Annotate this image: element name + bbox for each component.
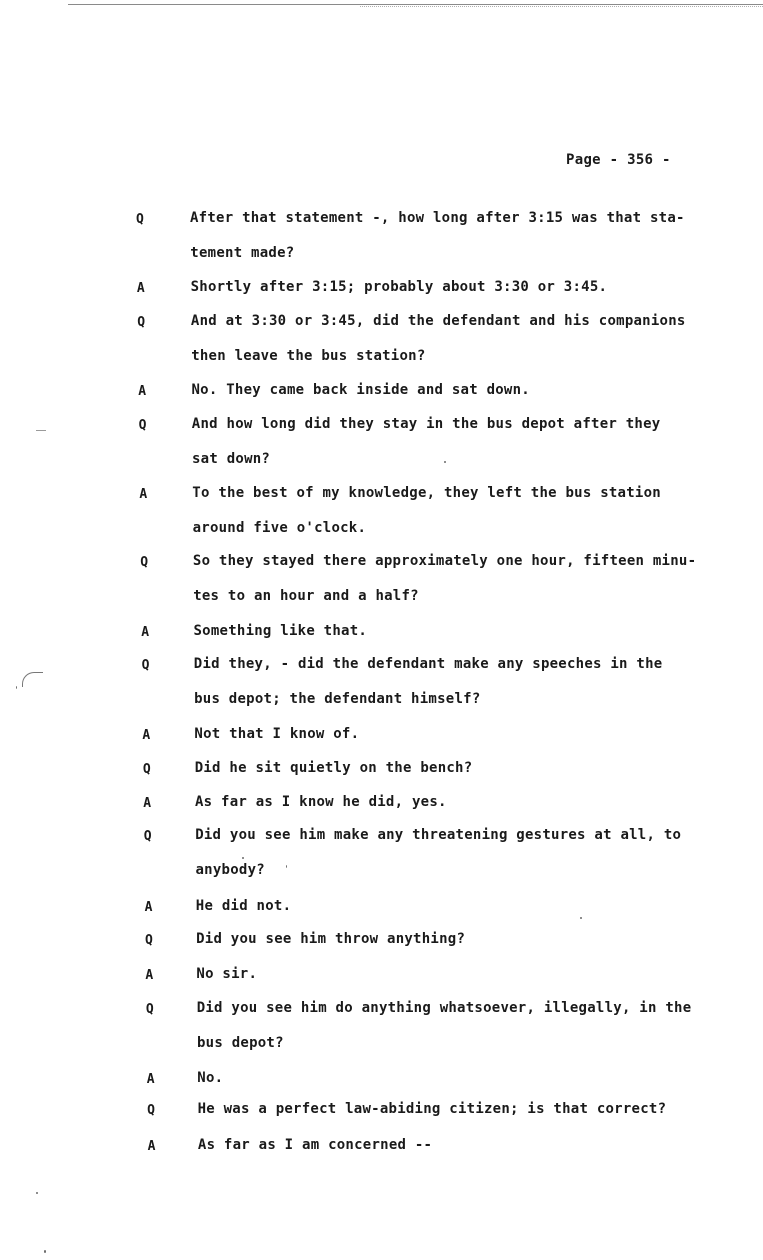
question-text-line: then leave the bus station? bbox=[191, 348, 426, 364]
scan-speck bbox=[242, 857, 244, 859]
answer-text-line: No sir. bbox=[196, 966, 258, 982]
answer-marker: A bbox=[138, 384, 147, 399]
answer-marker: A bbox=[146, 1072, 155, 1087]
answer-marker: A bbox=[141, 625, 150, 640]
question-text-line: bus depot? bbox=[197, 1035, 284, 1051]
question-text-line: tement made? bbox=[190, 245, 295, 261]
scan-speck bbox=[444, 461, 446, 463]
scan-speck bbox=[16, 686, 17, 689]
question-text-line: Did you see him make any threatening gestures at all, to bbox=[195, 827, 682, 843]
question-marker: Q bbox=[143, 829, 152, 844]
answer-text-line: As far as I am concerned -- bbox=[197, 1137, 433, 1153]
answer-text-line: Something like that. bbox=[193, 623, 368, 639]
question-marker: Q bbox=[141, 658, 150, 673]
question-text-line: Did you see him do anything whatsoever, illegally, in the bbox=[196, 1000, 692, 1016]
question-text-line: So they stayed there approximately one hour, fifteen minu- bbox=[192, 553, 697, 569]
question-marker: Q bbox=[140, 555, 149, 570]
question-text-line: bus depot; the defendant himself? bbox=[194, 691, 481, 707]
question-marker: Q bbox=[145, 1002, 154, 1017]
scan-speck bbox=[36, 1192, 38, 1194]
answer-marker: A bbox=[143, 796, 152, 811]
answer-marker: A bbox=[139, 487, 148, 502]
question-text-line: Did you see him throw anything? bbox=[196, 931, 466, 947]
answer-text-line: No. They came back inside and sat down. bbox=[191, 382, 530, 398]
answer-marker: A bbox=[145, 968, 154, 983]
margin-dash-mark bbox=[36, 430, 46, 431]
question-marker: Q bbox=[142, 762, 151, 777]
answer-marker: A bbox=[147, 1139, 156, 1154]
question-text-line: sat down? bbox=[192, 451, 271, 467]
question-text-line: anybody? bbox=[195, 862, 265, 878]
answer-marker: A bbox=[144, 900, 153, 915]
question-marker: Q bbox=[136, 212, 144, 227]
margin-pencil-mark bbox=[22, 672, 43, 687]
answer-marker: A bbox=[142, 728, 151, 743]
scan-speck bbox=[580, 917, 582, 919]
answer-text-line: As far as I know he did, yes. bbox=[195, 794, 447, 810]
answer-text-line: Not that I know of. bbox=[194, 726, 360, 742]
question-marker: Q bbox=[137, 315, 146, 330]
question-marker: Q bbox=[145, 933, 153, 948]
scan-speck bbox=[286, 865, 287, 868]
question-text-line: After that statement -, how long after 3:15 was that sta- bbox=[190, 210, 685, 226]
question-text-line: tes to an hour and a half? bbox=[193, 588, 419, 604]
question-marker: Q bbox=[147, 1103, 155, 1118]
scan-speck bbox=[44, 1250, 46, 1253]
answer-marker: A bbox=[136, 281, 145, 296]
answer-text-line: He did not. bbox=[195, 898, 292, 914]
answer-text-line: Shortly after 3:15; probably about 3:30 or 3:45. bbox=[190, 279, 608, 295]
question-marker: Q bbox=[138, 418, 147, 433]
question-text-line: And at 3:30 or 3:45, did the defendant and his companions bbox=[190, 313, 686, 329]
answer-text-line: To the best of my knowledge, they left the bus station bbox=[192, 485, 661, 501]
question-text-line: Did they, - did the defendant make any speeches in the bbox=[193, 656, 663, 672]
question-text-line: Did he sit quietly on the bench? bbox=[194, 760, 473, 776]
page-number: Page - 356 - bbox=[566, 152, 671, 168]
question-text-line: And how long did they stay in the bus depot after they bbox=[191, 416, 661, 432]
question-text-line: He was a perfect law-abiding citizen; is that correct? bbox=[197, 1101, 667, 1117]
answer-text-line: around five o'clock. bbox=[192, 520, 367, 536]
answer-text-line: No. bbox=[197, 1070, 224, 1086]
